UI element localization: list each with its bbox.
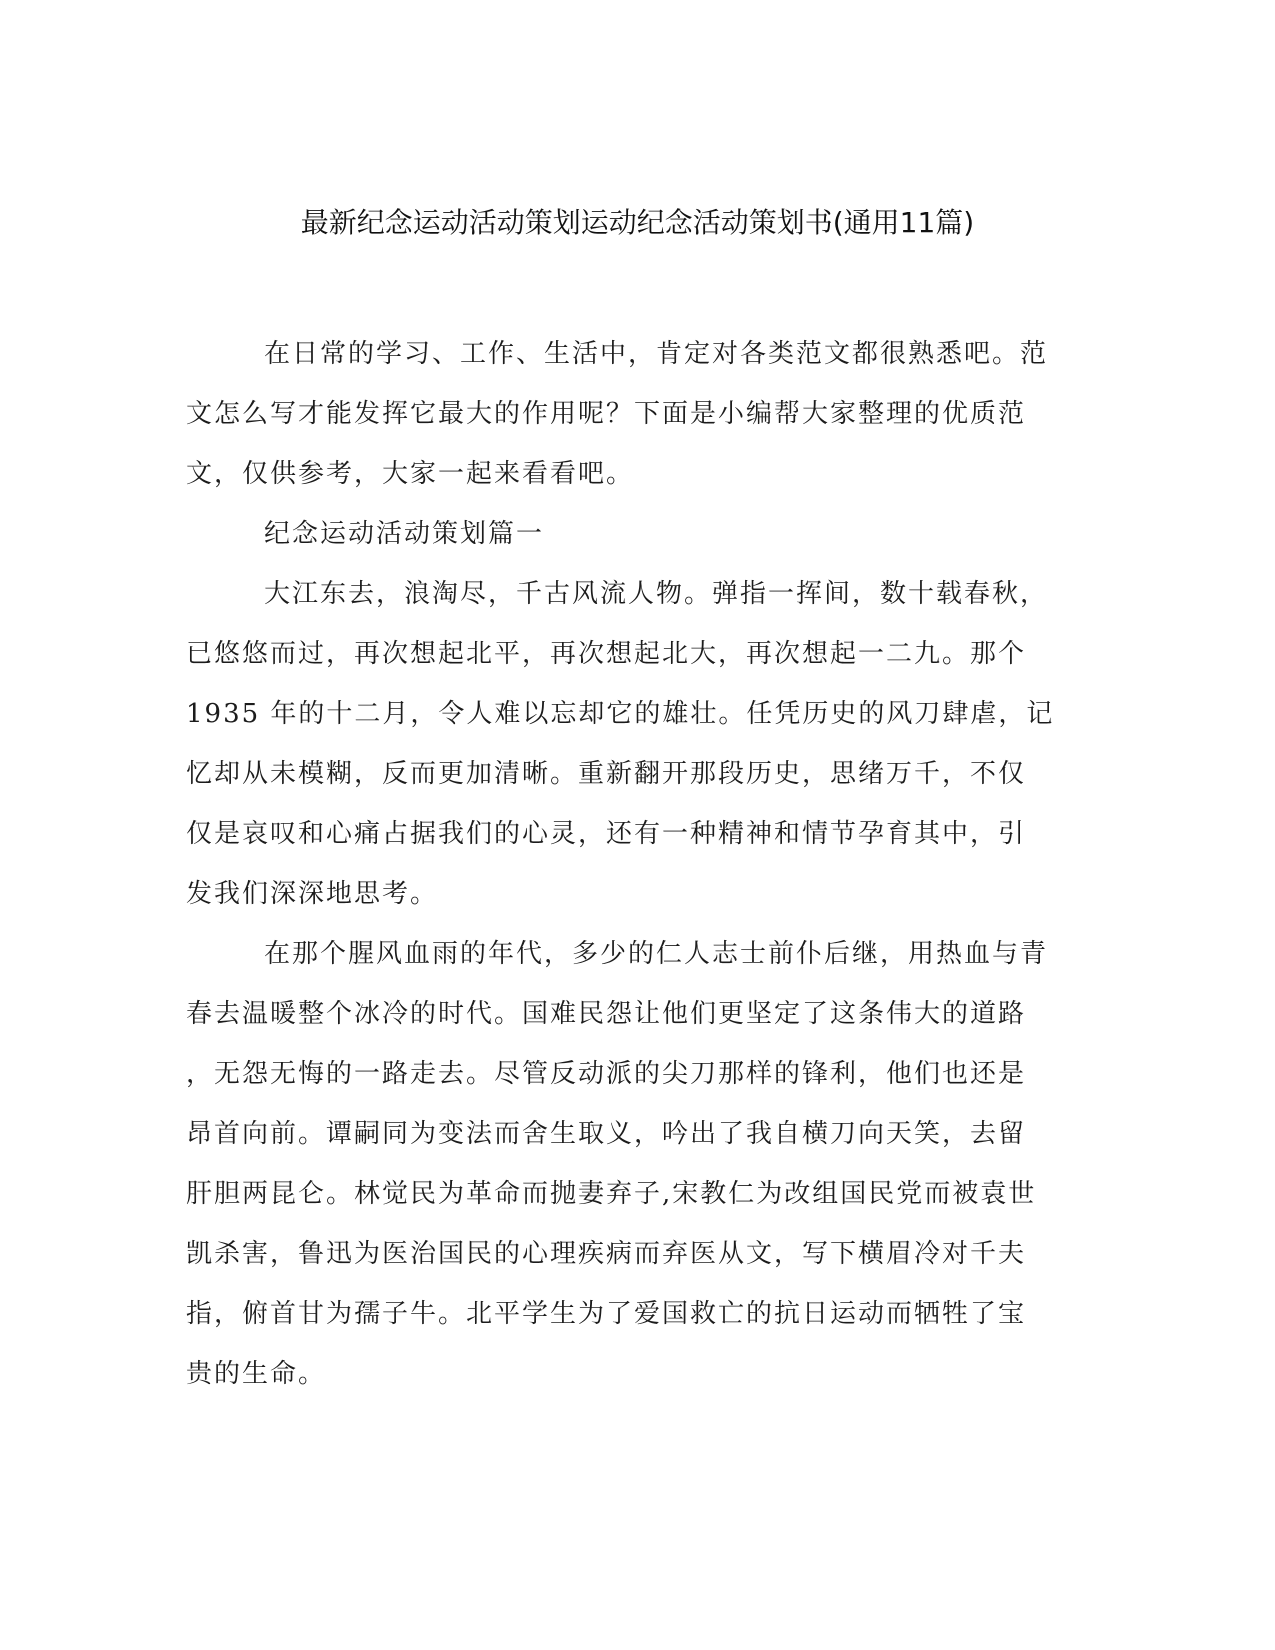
paragraph — [186, 513, 1078, 573]
text-line: 文怎么写才能发挥它最大的作用呢？下面是小编帮大家整理的优质范 — [186, 399, 1027, 429]
paragraph — [186, 573, 1078, 933]
text-line: 在那个腥风血雨的年代，多少的仁人志士前仆后继，用热血与青 — [264, 939, 1049, 969]
text-line: 忆却从未模糊，反而更加清晰。重新翻开那段历史，思绪万千，不仅 — [186, 759, 1027, 789]
document-title: 最新纪念运动活动策划运动纪念活动策划书(通用11篇) — [300, 206, 975, 239]
text-line: 贵的生命。 — [186, 1359, 327, 1389]
document-body — [186, 333, 1078, 1413]
text-line: 文，仅供参考，大家一起来看看吧。 — [186, 459, 635, 489]
text-line: 1935 年的十二月，令人难以忘却它的雄壮。任凭历史的风刀肆虐，记 — [186, 699, 1055, 729]
text-line: 凯杀害，鲁迅为医治国民的心理疾病而弃医从文，写下横眉冷对千夫 — [186, 1239, 1027, 1269]
paragraph — [186, 933, 1078, 1413]
text-line: 大江东去，浪淘尽，千古风流人物。弹指一挥间，数十载春秋， — [264, 579, 1049, 609]
text-line: 已悠悠而过，再次想起北平，再次想起北大，再次想起一二九。那个 — [186, 639, 1027, 669]
text-line: 发我们深深地思考。 — [186, 879, 439, 909]
paragraph — [186, 333, 1078, 513]
text-line: 纪念运动活动策划篇一 — [264, 519, 545, 549]
text-line: ，无怨无悔的一路走去。尽管反动派的尖刀那样的锋利，他们也还是 — [186, 1059, 1027, 1089]
text-line: 指，俯首甘为孺子牛。北平学生为了爱国救亡的抗日运动而牺牲了宝 — [186, 1299, 1027, 1329]
text-line: 春去温暖整个冰冷的时代。国难民怨让他们更坚定了这条伟大的道路 — [186, 999, 1027, 1029]
text-line: 昂首向前。谭嗣同为变法而舍生取义，吟出了我自横刀向天笑，去留 — [186, 1119, 1027, 1149]
text-line: 在日常的学习、工作、生活中，肯定对各类范文都很熟悉吧。范 — [264, 339, 1049, 369]
text-line: 肝胆两昆仑。林觉民为革命而抛妻弃子,宋教仁为改组国民党而被袁世 — [186, 1179, 1037, 1209]
text-line: 仅是哀叹和心痛占据我们的心灵，还有一种精神和情节孕育其中，引 — [186, 819, 1027, 849]
